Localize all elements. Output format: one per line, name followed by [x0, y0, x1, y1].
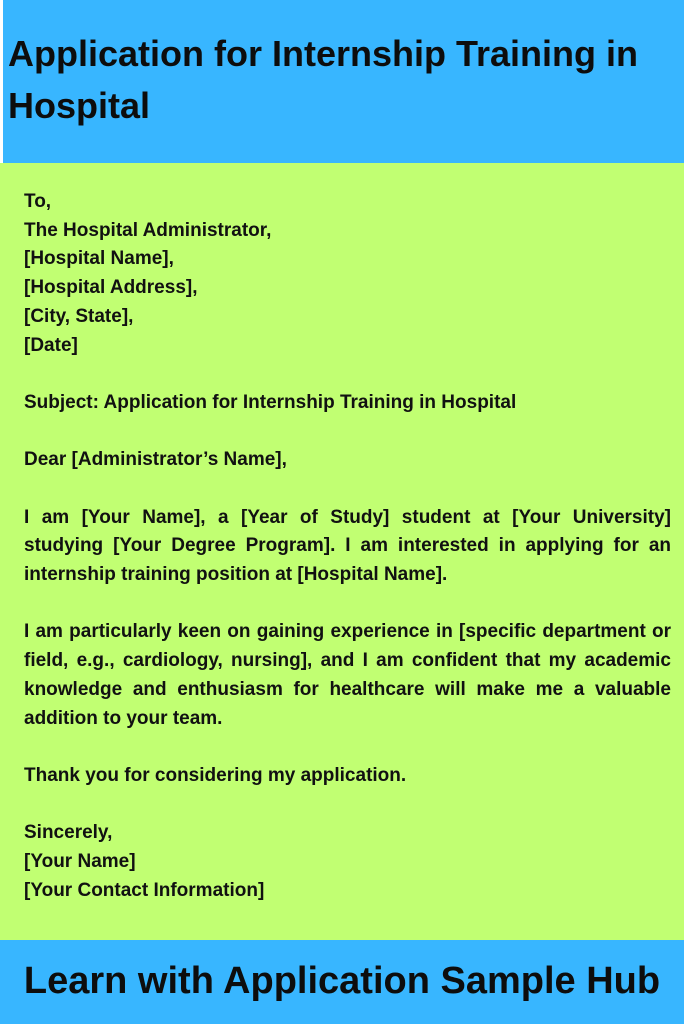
- letter-body: [24, 188, 671, 905]
- address-recipient: The Hospital Administrator,: [24, 219, 272, 241]
- address-city-state: [City, State],: [24, 305, 134, 327]
- letter-thanks: Thank you for considering my application.: [24, 764, 407, 786]
- letter-panel: [0, 163, 684, 940]
- address-hospital-name: [Hospital Name],: [24, 248, 174, 270]
- address-date: [Date]: [24, 334, 78, 356]
- closing-name: [Your Name]: [24, 851, 136, 873]
- letter-subject: Subject: Application for Internship Training in Hospital: [24, 391, 517, 413]
- spacer: [24, 733, 671, 762]
- letter-paragraph-intro: I am [Your Name], a [Year of Study] student at [Your University] studying [Your Degree Program]. I am interested in applying for an internship training position at [Hospital Name].: [24, 506, 671, 586]
- spacer: [24, 791, 671, 820]
- spacer: [24, 590, 671, 619]
- letter-salutation: Dear [Administrator’s Name],: [24, 449, 287, 471]
- closing-sign-off: Sincerely,: [24, 822, 113, 844]
- spacer: [24, 418, 671, 447]
- signature-block: [24, 819, 671, 905]
- closing-contact: [Your Contact Information]: [24, 879, 265, 901]
- footer-banner: [0, 940, 684, 1024]
- spacer: [24, 360, 671, 389]
- page-title: Application for Internship Training in Hospital: [8, 33, 638, 126]
- address-to: To,: [24, 191, 52, 212]
- header-banner: [3, 0, 684, 163]
- letter-paragraph-interest: I am particularly keen on gaining experience in [specific department or field, e.g., cardiology, nursing], and I am confident that my academic knowledge and enthusiasm for healthcare will make me a valuable addition to your team.: [24, 621, 671, 729]
- footer-text: Learn with Application Sample Hub: [23, 960, 661, 1002]
- address-hospital-address: [Hospital Address],: [24, 277, 198, 299]
- address-block: [24, 188, 671, 360]
- spacer: [24, 475, 671, 504]
